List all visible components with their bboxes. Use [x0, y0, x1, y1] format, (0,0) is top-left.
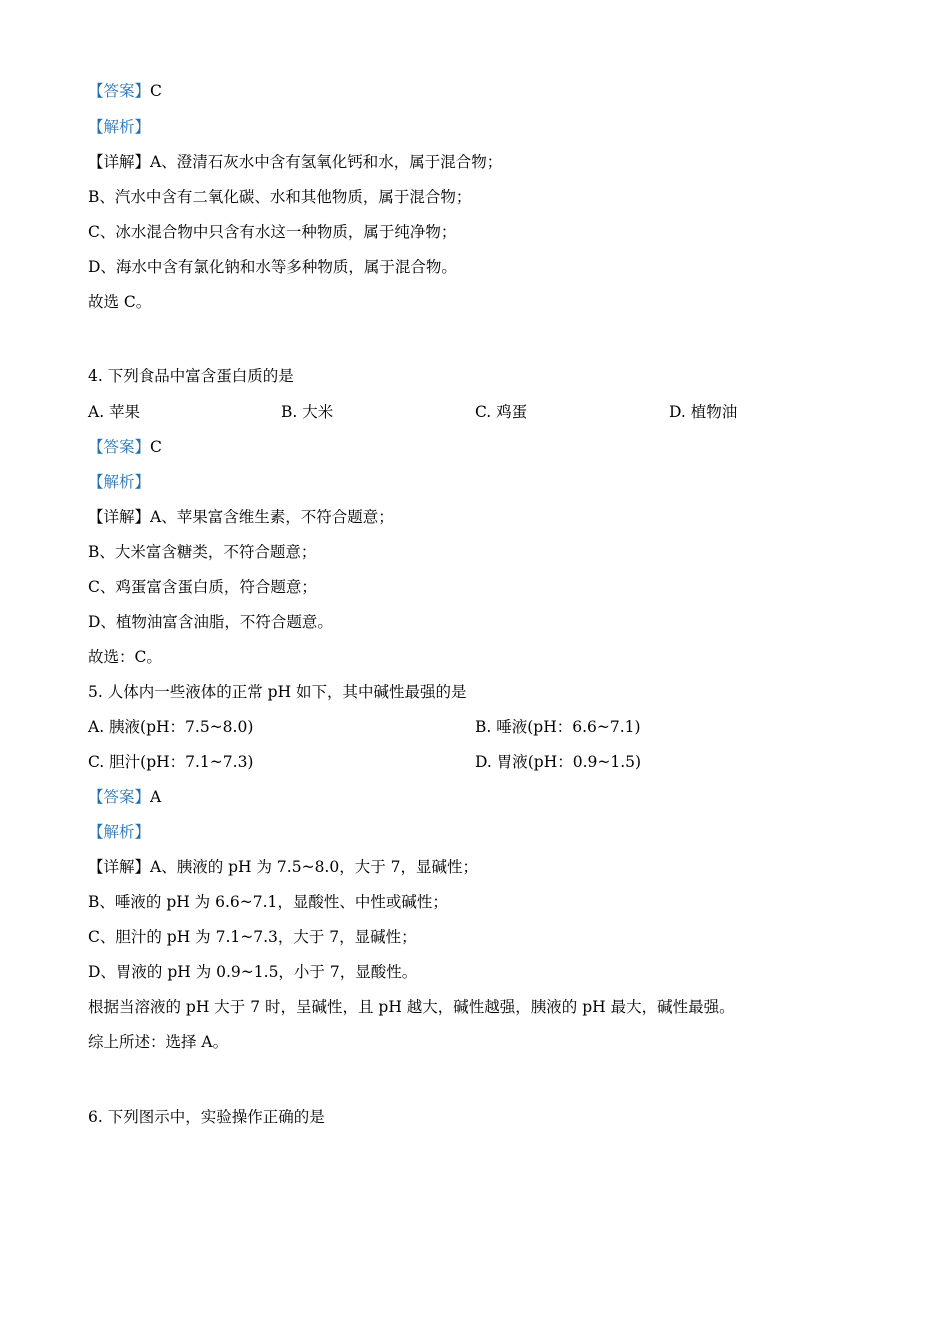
- q4-conclusion: 故选：C。: [88, 648, 162, 666]
- detail-tag: 【详解】: [88, 858, 151, 876]
- analysis-tag: 【解析】: [88, 823, 151, 841]
- q3-answer-line: [88, 81, 162, 101]
- answer-tag: 【答案】: [88, 788, 151, 806]
- q4-option-b: B. 大米: [281, 403, 334, 421]
- analysis-tag: 【解析】: [88, 118, 151, 136]
- q5-detail-line-b: B、唾液的 pH 为 6.6~7.1，显酸性、中性或碱性；: [88, 893, 448, 911]
- q5-option-b: B. 唾液(pH：6.6~7.1): [475, 718, 641, 736]
- q4-detail-line-a: [88, 507, 394, 527]
- detail-text: A、胰液的 pH 为 7.5~8.0，大于 7，显碱性；: [150, 858, 479, 876]
- q5-detail-line-c: C、胆汁的 pH 为 7.1~7.3，大于 7，显碱性；: [88, 928, 417, 946]
- analysis-tag: 【解析】: [88, 473, 151, 491]
- detail-text: A、澄清石灰水中含有氢氧化钙和水，属于混合物；: [150, 153, 503, 171]
- q3-detail-line-d: D、海水中含有氯化钠和水等多种物质，属于混合物。: [88, 258, 457, 276]
- q4-detail-line-c: C、鸡蛋富含蛋白质，符合题意；: [88, 578, 317, 596]
- q4-detail-line-d: D、植物油富含油脂，不符合题意。: [88, 613, 333, 631]
- q3-conclusion: 故选 C。: [88, 293, 152, 311]
- q3-detail-line-c: C、冰水混合物中只含有水这一种物质，属于纯净物；: [88, 223, 457, 241]
- detail-text: A、苹果富含维生素，不符合题意；: [150, 508, 394, 526]
- q4-option-a: A. 苹果: [88, 403, 141, 421]
- detail-tag: 【详解】: [88, 153, 151, 171]
- q5-detail-line-d: D、胃液的 pH 为 0.9~1.5，小于 7，显酸性。: [88, 963, 418, 981]
- q4-option-d: D. 植物油: [669, 403, 738, 421]
- answer-tag: 【答案】: [88, 82, 151, 100]
- q4-question: 4. 下列食品中富含蛋白质的是: [88, 367, 294, 385]
- answer-value: A: [150, 788, 162, 806]
- q6-question: 6. 下列图示中，实验操作正确的是: [88, 1108, 325, 1126]
- q5-question: 5. 人体内一些液体的正常 pH 如下，其中碱性最强的是: [88, 683, 467, 701]
- q3-detail-line-a: [88, 152, 502, 172]
- q5-detail-line-a: [88, 857, 478, 877]
- q5-analysis-line: [88, 822, 150, 842]
- q5-reasoning: 根据当溶液的 pH 大于 7 时，呈碱性，且 pH 越大，碱性越强，胰液的 pH 最大，碱性最强。: [88, 998, 735, 1016]
- q4-answer-line: [88, 437, 162, 457]
- q4-detail-line-b: B、大米富含糖类，不符合题意；: [88, 543, 317, 561]
- q3-detail-line-b: B、汽水中含有二氧化碳、水和其他物质，属于混合物；: [88, 188, 472, 206]
- answer-tag: 【答案】: [88, 438, 151, 456]
- q3-analysis-line: [88, 117, 150, 137]
- q5-option-c: C. 胆汁(pH：7.1~7.3): [88, 753, 254, 771]
- q5-option-a: A. 胰液(pH：7.5~8.0): [88, 718, 254, 736]
- answer-value: C: [150, 82, 162, 100]
- q4-analysis-line: [88, 472, 150, 492]
- q5-option-d: D. 胃液(pH：0.9~1.5): [475, 753, 642, 771]
- q5-answer-line: [88, 787, 161, 807]
- q4-option-c: C. 鸡蛋: [475, 403, 528, 421]
- q5-conclusion: 综上所述：选择 A。: [88, 1033, 229, 1051]
- answer-value: C: [150, 438, 162, 456]
- detail-tag: 【详解】: [88, 508, 151, 526]
